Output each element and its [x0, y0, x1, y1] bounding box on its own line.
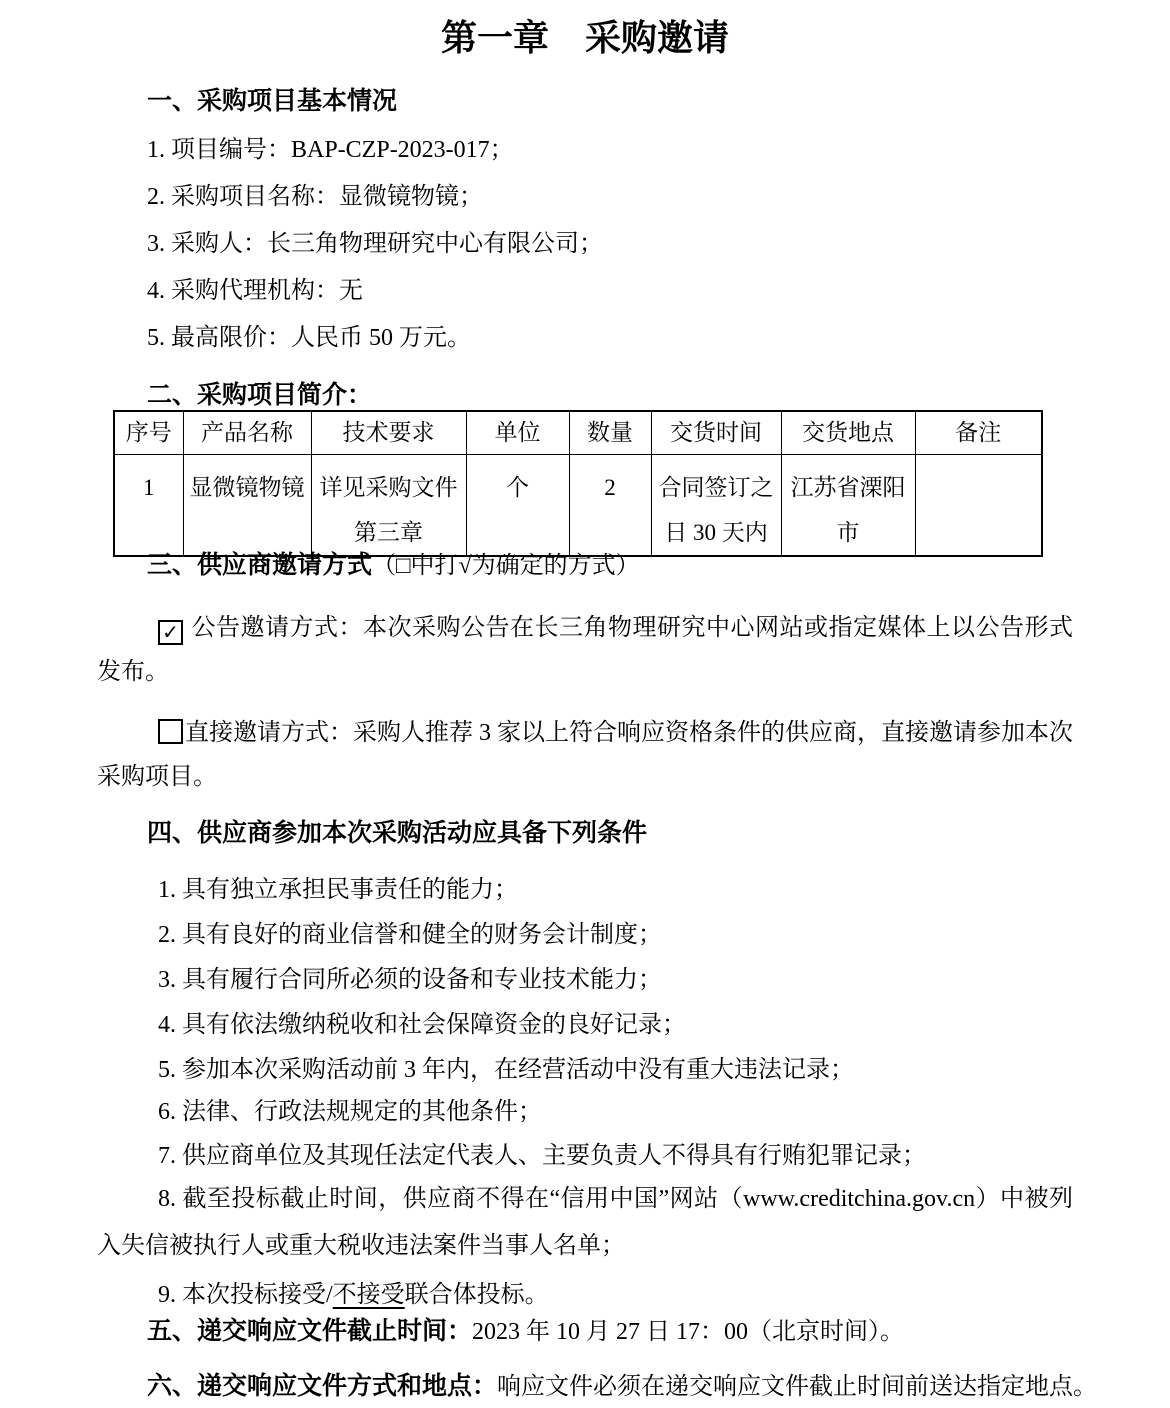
table-header-seq: 序号: [114, 411, 183, 455]
table-cell-quantity: 2: [569, 455, 651, 557]
condition-item-1: 1. 具有独立承担民事责任的能力；: [158, 877, 518, 903]
condition-item-8: 8. 截至投标截止时间，供应商不得在“信用中国”网站（www.creditchina.gov.cn）中被列入失信被执行人或重大税收违法案件当事人名单；: [97, 1186, 1073, 1259]
condition-item-9-underlined-text: 不接受: [332, 1282, 405, 1308]
table-cell-product-name: 显微镜物镜: [183, 455, 311, 557]
list-item-agency: 4. 采购代理机构：无: [147, 278, 363, 304]
table-header-row: [114, 411, 1042, 455]
direct-invitation-paragraph: [97, 711, 1073, 799]
delivery-method-value: 响应文件必须在递交响应文件截止时间前送达指定地点。: [497, 1374, 1098, 1400]
chapter-title: 第一章 采购邀请: [440, 17, 729, 58]
section-heading-invitation-method-bold: 三、供应商邀请方式: [147, 551, 373, 579]
checkbox-checked-icon[interactable]: ✓: [158, 620, 183, 645]
section-heading-invitation-method-note: （□中打√为确定的方式）: [372, 553, 640, 579]
table-cell-delivery-time: 合同签订之日 30 天内: [651, 455, 781, 557]
table-cell-delivery-place: 江苏省溧阳市: [781, 455, 915, 557]
table-header-quantity: 数量: [569, 411, 651, 455]
section-heading-invitation-method: [147, 550, 640, 581]
table-header-tech-requirements: 技术要求: [311, 411, 466, 455]
table-header-delivery-time: 交货时间: [651, 411, 781, 455]
condition-item-3: 3. 具有履行合同所必须的设备和专业技术能力；: [158, 967, 662, 993]
list-item-project-name: 2. 采购项目名称：显微镜物镜；: [147, 184, 483, 210]
section-heading-basic-info: 一、采购项目基本情况: [147, 87, 398, 115]
condition-item-4: 4. 具有依法缴纳税收和社会保障资金的良好记录；: [158, 1012, 686, 1038]
section-deadline-line: [147, 1316, 904, 1347]
condition-item-5: 5. 参加本次采购活动前 3 年内，在经营活动中没有重大违法记录；: [158, 1057, 854, 1083]
list-item-price-limit: 5. 最高限价：人民币 50 万元。: [147, 325, 471, 351]
section-heading-supplier-conditions: 四、供应商参加本次采购活动应具备下列条件: [147, 819, 648, 847]
table-header-unit: 单位: [466, 411, 569, 455]
section-delivery-method-line: [147, 1371, 1097, 1402]
section-heading-delivery-method: 六、递交响应文件方式和地点：: [147, 1372, 498, 1400]
table-header-delivery-place: 交货地点: [781, 411, 915, 455]
table-header-product-name: 产品名称: [183, 411, 311, 455]
condition-item-9: [158, 1280, 549, 1310]
condition-item-9-prefix: 9. 本次投标接受/: [158, 1282, 333, 1308]
announce-invitation-text: 公告邀请方式：本次采购公告在长三角物理研究中心网站或指定媒体上以公告形式发布。: [97, 615, 1073, 685]
condition-item-9-suffix: 联合体投标。: [404, 1282, 549, 1308]
table-cell-remarks: [915, 455, 1042, 557]
table-header-remarks: 备注: [915, 411, 1042, 455]
section-heading-project-intro: 二、采购项目简介：: [147, 381, 373, 409]
table-cell-tech-requirements: 详见采购文件第三章: [311, 455, 466, 557]
condition-item-6: 6. 法律、行政法规规定的其他条件；: [158, 1099, 542, 1125]
condition-item-2: 2. 具有良好的商业信誉和健全的财务会计制度；: [158, 922, 662, 948]
product-table: [113, 410, 1043, 557]
condition-item-7: 7. 供应商单位及其现任法定代表人、主要负责人不得具有行贿犯罪记录；: [158, 1143, 926, 1169]
direct-invitation-text: 直接邀请方式：采购人推荐 3 家以上符合响应资格条件的供应商，直接邀请参加本次采购项目。: [97, 720, 1073, 790]
table-cell-seq: 1: [114, 455, 183, 557]
list-item-project-number: 1. 项目编号：BAP-CZP-2023-017；: [147, 137, 514, 163]
section-heading-deadline: 五、递交响应文件截止时间：: [147, 1317, 473, 1345]
list-item-purchaser: 3. 采购人：长三角物理研究中心有限公司；: [147, 231, 603, 257]
checkbox-unchecked-icon[interactable]: [158, 719, 183, 744]
table-cell-unit: 个: [466, 455, 569, 557]
table-row: [114, 455, 1042, 557]
announce-invitation-paragraph: [97, 606, 1073, 694]
deadline-value: 2023 年 10 月 27 日 17：00（北京时间）。: [472, 1319, 905, 1345]
